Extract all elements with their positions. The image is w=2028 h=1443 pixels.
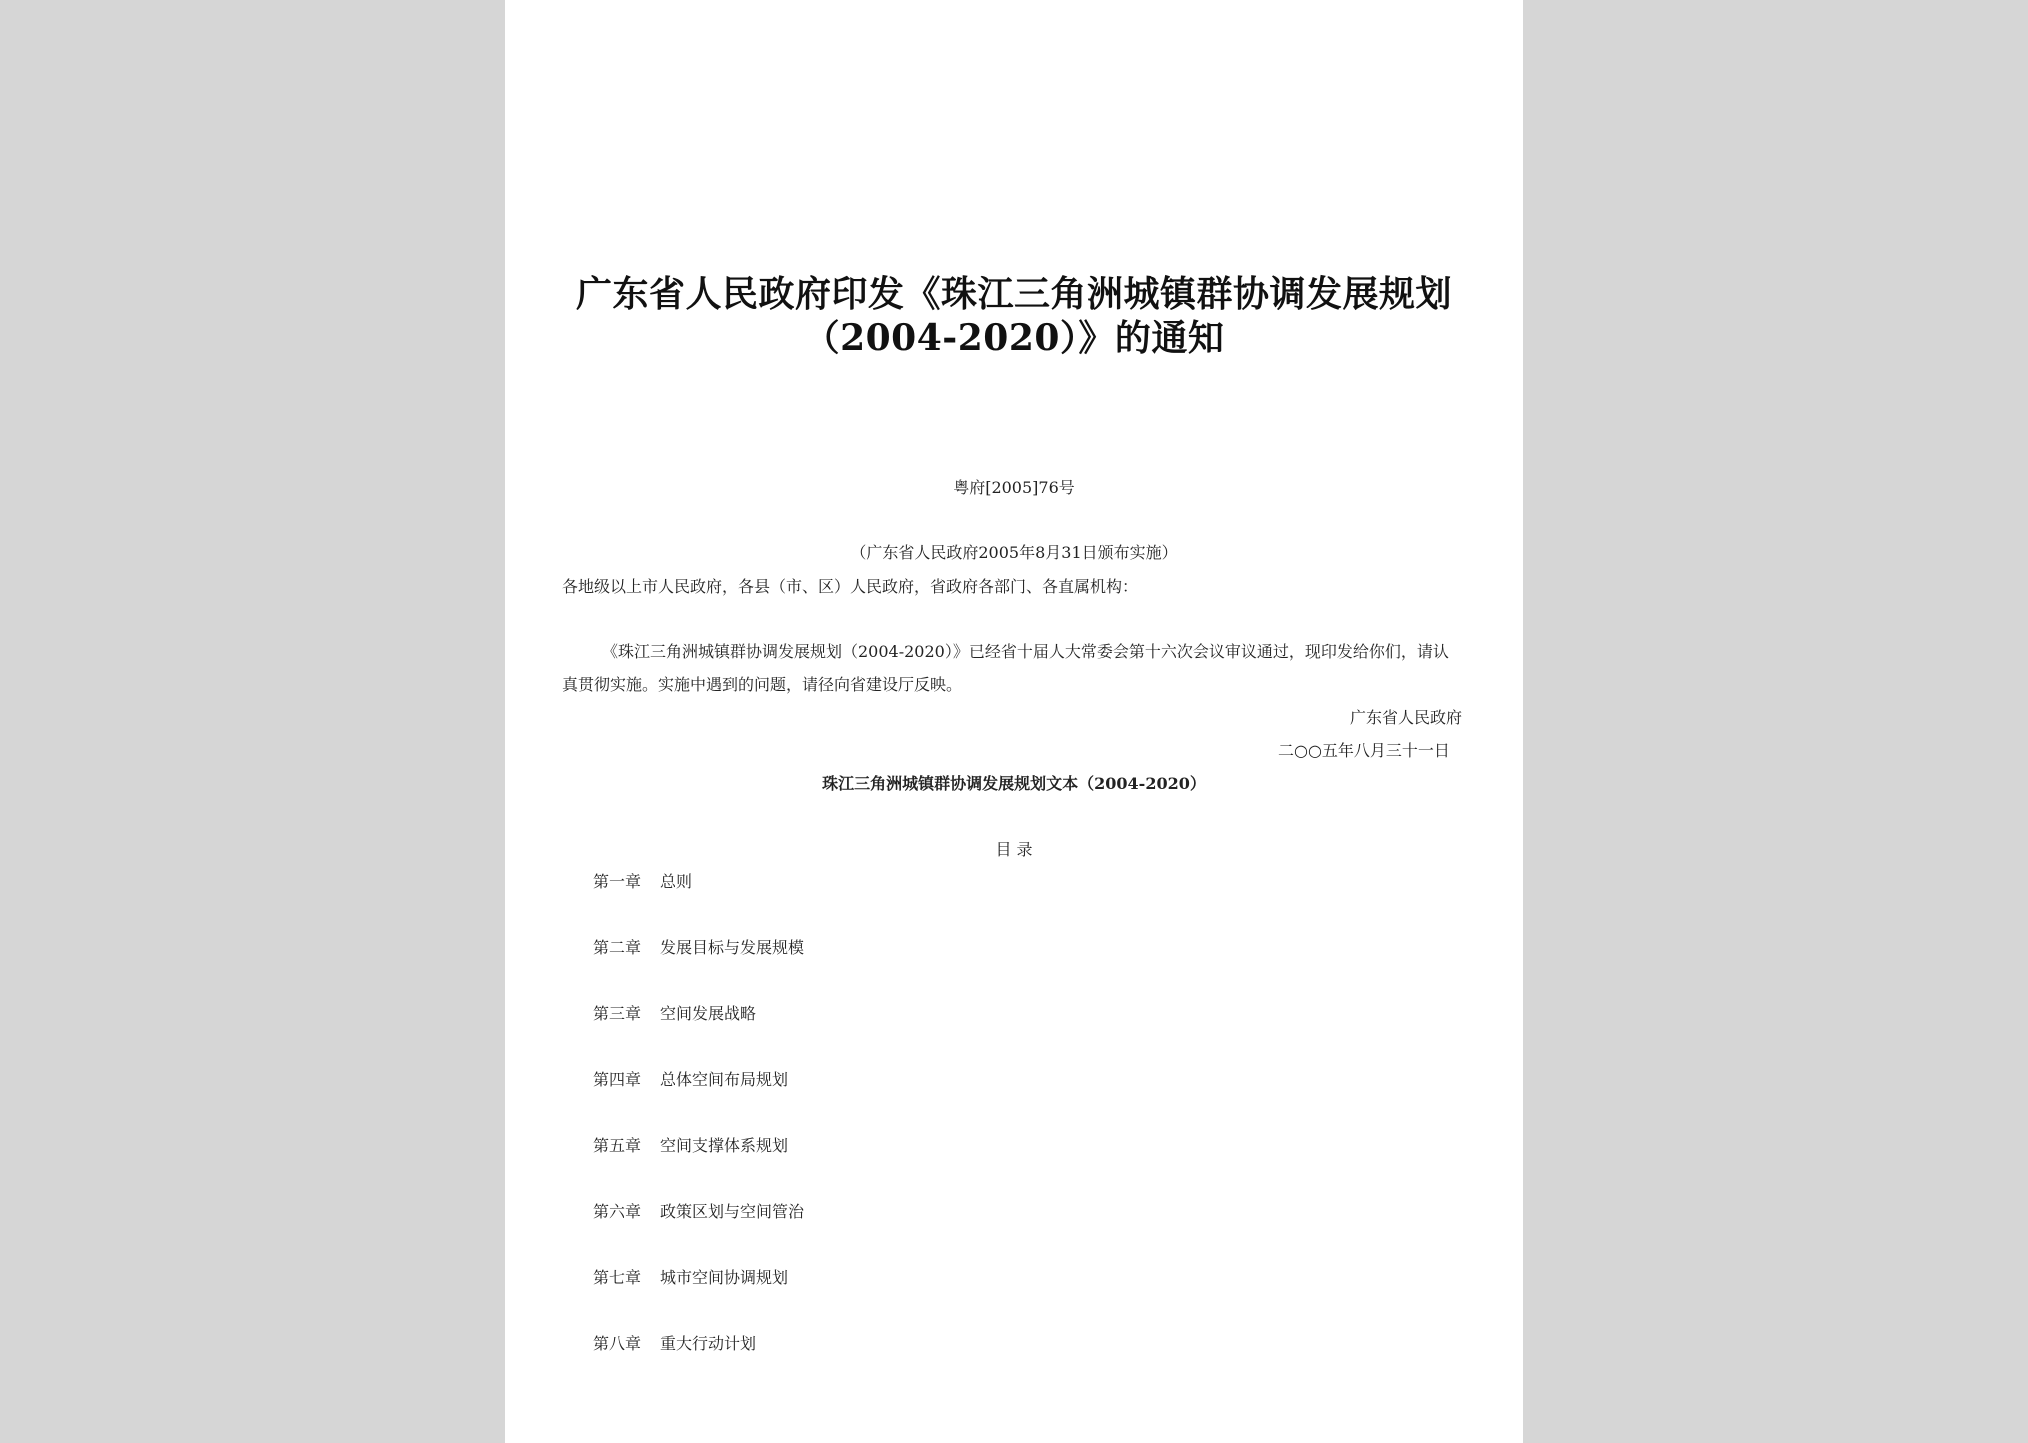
document-page: [505, 0, 1523, 1443]
document-title-line2: （2004-2020）》的通知: [803, 317, 1225, 359]
plan-subtitle: 珠江三角洲城镇群协调发展规划文本（2004-2020）: [822, 774, 1206, 793]
toc-item-number: 第五章: [593, 1136, 642, 1155]
toc-item-title: 空间支撑体系规划: [660, 1136, 789, 1155]
toc-item-number: 第六章: [593, 1202, 642, 1221]
toc-item-title: 空间发展战略: [660, 1004, 757, 1023]
toc-heading: 目 录: [995, 840, 1033, 859]
toc-item-number: 第八章: [593, 1334, 642, 1353]
document-number: 粤府[2005]76号: [953, 478, 1075, 497]
toc-item-number: 第一章: [593, 872, 642, 891]
signer: 广东省人民政府: [1350, 708, 1463, 727]
document-title-line1: 广东省人民政府印发《珠江三角洲城镇群协调发展规划: [575, 273, 1452, 315]
toc-item-title: 政策区划与空间管治: [660, 1202, 805, 1221]
toc-item-number: 第三章: [593, 1004, 642, 1023]
toc-item-title: 发展目标与发展规模: [660, 938, 805, 957]
body-paragraph-line1: 《珠江三角洲城镇群协调发展规划（2004-2020）》已经省十届人大常委会第十六次会议审议通过，现印发给你们，请认: [602, 642, 1449, 661]
addressee: 各地级以上市人民政府，各县（市、区）人民政府，省政府各部门、各直属机构：: [562, 577, 1139, 596]
toc-item-number: 第七章: [593, 1268, 642, 1287]
toc-item-title: 城市空间协调规划: [660, 1268, 789, 1287]
toc-item-title: 总则: [660, 872, 693, 891]
toc-item-number: 第四章: [593, 1070, 642, 1089]
signature-date: 二○○五年八月三十一日: [1278, 741, 1450, 760]
toc-item-number: 第二章: [593, 938, 642, 957]
issue-note: （广东省人民政府2005年8月31日颁布实施）: [850, 543, 1178, 562]
toc-item-title: 总体空间布局规划: [660, 1070, 789, 1089]
toc-item-title: 重大行动计划: [660, 1334, 757, 1353]
body-paragraph-line2: 真贯彻实施。实施中遇到的问题，请径向省建设厅反映。: [562, 675, 963, 694]
